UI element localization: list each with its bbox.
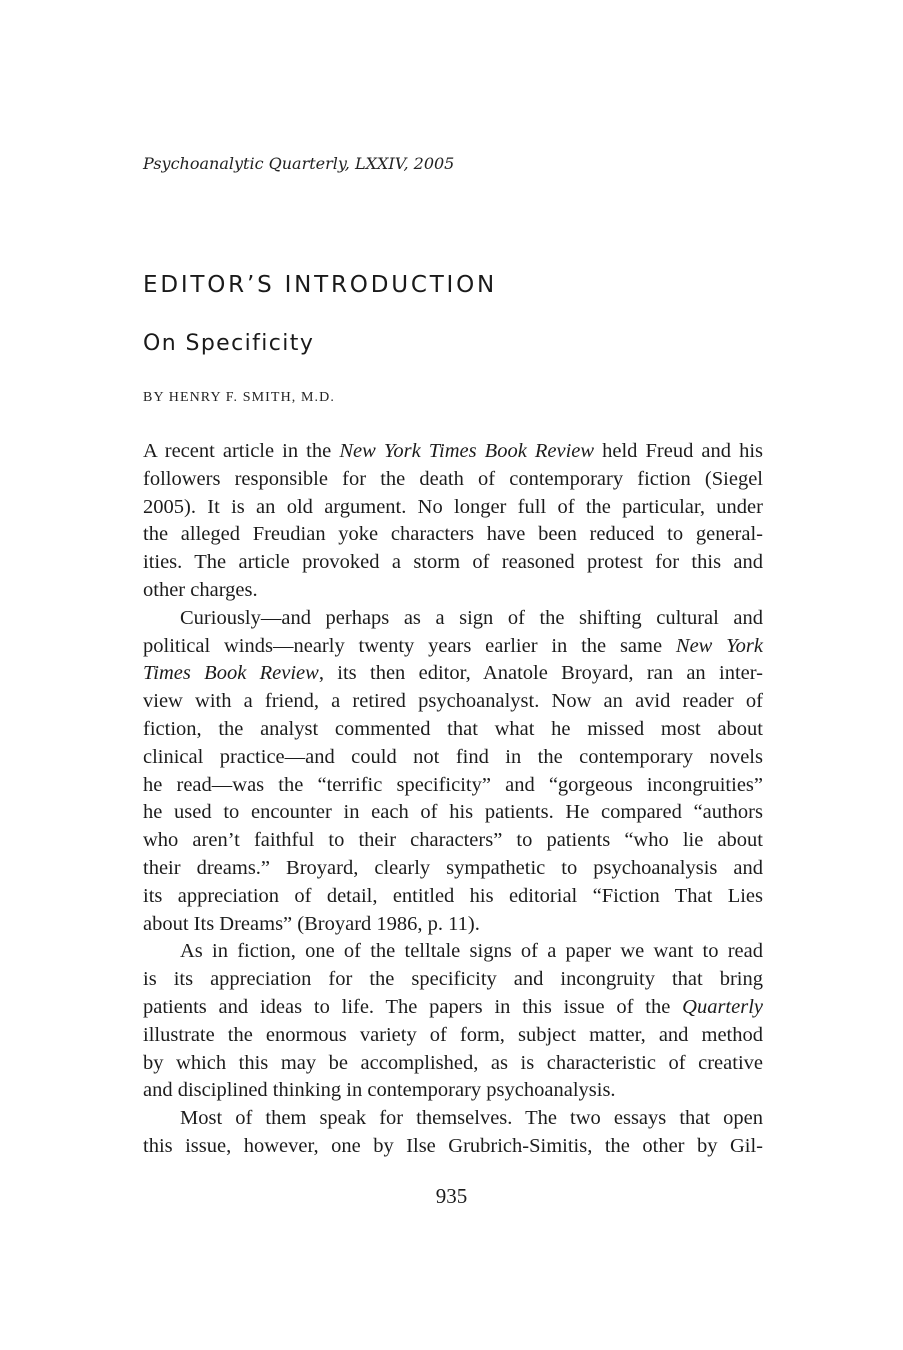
section-label: EDITOR’S INTRODUCTION bbox=[143, 272, 498, 298]
text-line: he used to encounter in each of his patients. He compared “authors bbox=[143, 801, 763, 824]
text-line: view with a friend, a retired psychoanalyst. Now an avid reader of bbox=[143, 690, 763, 713]
text-line: about Its Dreams” (Broyard 1986, p. 11). bbox=[143, 912, 480, 935]
text-line: followers responsible for the death of contemporary fiction (Siegel bbox=[143, 467, 763, 490]
text-line: As in fiction, one of the telltale signs of a paper we want to read bbox=[180, 940, 763, 963]
text-line: this issue, however, one by Ilse Grubrich-Simitis, the other by Gil- bbox=[143, 1134, 763, 1157]
text-line: he read—was the “terrific specificity” and “gorgeous incongruities” bbox=[143, 773, 763, 796]
text-line: its appreciation of detail, entitled his editorial “Fiction That Lies bbox=[143, 884, 763, 907]
publication-title: New York Times Book Review bbox=[339, 440, 595, 462]
text-line: 2005). It is an old argument. No longer full of the particular, under bbox=[143, 495, 763, 518]
text-line: and disciplined thinking in contemporary psychoanalysis. bbox=[143, 1079, 616, 1102]
text-line: patients and ideas to life. The papers in this issue of the Quarterly bbox=[143, 995, 763, 1018]
publication-title: New York bbox=[675, 634, 763, 657]
article-title: On Specificity bbox=[143, 331, 315, 356]
text-line: the alleged Freudian yoke characters have been reduced to general- bbox=[143, 523, 763, 546]
text-line: Most of them speak for themselves. The two essays that open bbox=[180, 1107, 763, 1130]
text-line: their dreams.” Broyard, clearly sympathetic to psychoanalysis and bbox=[143, 856, 763, 879]
text-line: is its appreciation for the specificity and incongruity that bring bbox=[143, 968, 763, 991]
text-line: A recent article in the New York Times Book Review held Freud and his bbox=[143, 440, 763, 462]
body-text bbox=[143, 438, 763, 1161]
text-line: who aren’t faithful to their characters” to patients “who lie about bbox=[143, 829, 763, 852]
publication-title: Times Book Review bbox=[143, 662, 319, 685]
text-line: fiction, the analyst commented that what he missed most about bbox=[143, 717, 763, 740]
byline: BY HENRY F. SMITH, M.D. bbox=[143, 390, 335, 405]
text-line: clinical practice—and could not find in the contemporary novels bbox=[143, 745, 763, 768]
text-line: other charges. bbox=[143, 578, 258, 601]
page-number: 935 bbox=[435, 1184, 468, 1208]
text-line: political winds—nearly twenty years earlier in the same New York bbox=[143, 634, 763, 657]
text-line: by which this may be accomplished, as is characteristic of creative bbox=[143, 1051, 763, 1074]
text-line: illustrate the enormous variety of form, subject matter, and method bbox=[143, 1023, 763, 1046]
text-line: Curiously—and perhaps as a sign of the shifting cultural and bbox=[180, 606, 763, 629]
text-line: Times Book Review, its then editor, Anatole Broyard, ran an inter- bbox=[143, 662, 763, 685]
text-line: ities. The article provoked a storm of reasoned protest for this and bbox=[143, 551, 763, 574]
journal-header: Psychoanalytic Quarterly, LXXIV, 2005 bbox=[143, 154, 455, 173]
publication-title: Quarterly bbox=[682, 995, 763, 1018]
